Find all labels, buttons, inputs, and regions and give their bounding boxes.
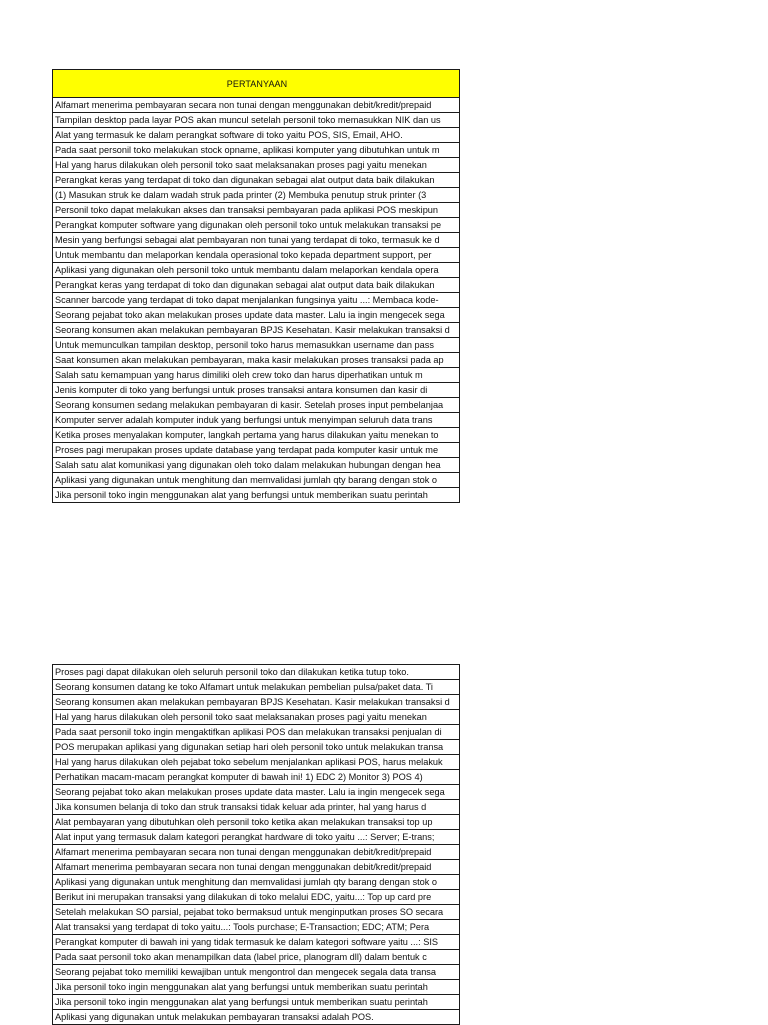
table-row bbox=[53, 845, 460, 860]
question-cell: Salah satu kemampuan yang harus dimiliki oleh crew toko dan harus diperhatikan untuk m bbox=[53, 368, 460, 383]
question-cell: Pada saat personil toko akan menampilkan data (label price, planogram dll) dalam bentuk c bbox=[53, 950, 460, 965]
table-row bbox=[53, 218, 460, 233]
question-cell: Seorang pejabat toko memiliki kewajiban untuk mengontrol dan mengecek segala data transa bbox=[53, 965, 460, 980]
questions-table-1 bbox=[52, 69, 460, 503]
table-row bbox=[53, 158, 460, 173]
question-cell: Perangkat komputer di bawah ini yang tidak termasuk ke dalam kategori software yaitu ...: SIS bbox=[53, 935, 460, 950]
table-row bbox=[53, 443, 460, 458]
table-row bbox=[53, 473, 460, 488]
question-cell: Alat input yang termasuk dalam kategori perangkat hardware di toko yaitu ...: Server; E-trans; bbox=[53, 830, 460, 845]
table-row bbox=[53, 920, 460, 935]
table-row bbox=[53, 965, 460, 980]
question-cell: Salah satu alat komunikasi yang digunakan oleh toko dalam melakukan hubungan dengan hea bbox=[53, 458, 460, 473]
question-cell: Perangkat keras yang terdapat di toko dan digunakan sebagai alat output data baik dilakukan bbox=[53, 278, 460, 293]
table-row bbox=[53, 338, 460, 353]
question-cell: Seorang konsumen sedang melakukan pembayaran di kasir. Setelah proses input pembelanjaa bbox=[53, 398, 460, 413]
question-cell: Saat konsumen akan melakukan pembayaran, maka kasir melakukan proses transaksi pada ap bbox=[53, 353, 460, 368]
table-row bbox=[53, 770, 460, 785]
question-cell: Alfamart menerima pembayaran secara non tunai dengan menggunakan debit/kredit/prepaid bbox=[53, 98, 460, 113]
table-row bbox=[53, 665, 460, 680]
question-cell: Perhatikan macam-macam perangkat komputer di bawah ini! 1) EDC 2) Monitor 3) POS 4) bbox=[53, 770, 460, 785]
table-row bbox=[53, 128, 460, 143]
question-cell: Proses pagi dapat dilakukan oleh seluruh personil toko dan dilakukan ketika tutup toko. bbox=[53, 665, 460, 680]
question-cell: Ketika proses menyalakan komputer, langkah pertama yang harus dilakukan yaitu menekan to bbox=[53, 428, 460, 443]
question-cell: Untuk memunculkan tampilan desktop, personil toko harus memasukkan username dan pass bbox=[53, 338, 460, 353]
question-cell: Setelah melakukan SO parsial, pejabat toko bermaksud untuk menginputkan proses SO secara bbox=[53, 905, 460, 920]
question-cell: Seorang pejabat toko akan melakukan proses update data master. Lalu ia ingin mengecek sega bbox=[53, 785, 460, 800]
question-cell: Seorang pejabat toko akan melakukan proses update data master. Lalu ia ingin mengecek sega bbox=[53, 308, 460, 323]
question-cell: Scanner barcode yang terdapat di toko dapat menjalankan fungsinya yaitu ...: Membaca kode- bbox=[53, 293, 460, 308]
table-row bbox=[53, 308, 460, 323]
table-row bbox=[53, 935, 460, 950]
table-row bbox=[53, 890, 460, 905]
question-cell: Alat transaksi yang terdapat di toko yaitu...: Tools purchase; E-Transaction; EDC; ATM; Pera bbox=[53, 920, 460, 935]
question-cell: Jika personil toko ingin menggunakan alat yang berfungsi untuk memberikan suatu perintah bbox=[53, 995, 460, 1010]
question-cell: Personil toko dapat melakukan akses dan transaksi pembayaran pada aplikasi POS meskipun bbox=[53, 203, 460, 218]
question-cell: Hal yang harus dilakukan oleh personil toko saat melaksanakan proses pagi yaitu menekan bbox=[53, 710, 460, 725]
question-cell: Komputer server adalah komputer induk yang berfungsi untuk menyimpan seluruh data trans bbox=[53, 413, 460, 428]
question-cell: Alat pembayaran yang dibutuhkan oleh personil toko ketika akan melakukan transaksi top up bbox=[53, 815, 460, 830]
table-row bbox=[53, 323, 460, 338]
question-cell: Mesin yang berfungsi sebagai alat pembayaran non tunai yang terdapat di toko, termasuk ke d bbox=[53, 233, 460, 248]
question-cell: Jenis komputer di toko yang berfungsi untuk proses transaksi antara konsumen dan kasir di bbox=[53, 383, 460, 398]
table-row bbox=[53, 860, 460, 875]
table-row bbox=[53, 113, 460, 128]
table-row bbox=[53, 233, 460, 248]
question-cell: Hal yang harus dilakukan oleh personil toko saat melaksanakan proses pagi yaitu menekan bbox=[53, 158, 460, 173]
table-row bbox=[53, 680, 460, 695]
table-row bbox=[53, 278, 460, 293]
question-cell: Seorang konsumen akan melakukan pembayaran BPJS Kesehatan. Kasir melakukan transaksi d bbox=[53, 323, 460, 338]
table-row bbox=[53, 293, 460, 308]
table-row bbox=[53, 368, 460, 383]
question-cell: Alat yang termasuk ke dalam perangkat software di toko yaitu POS, SIS, Email, AHO. bbox=[53, 128, 460, 143]
header-row bbox=[53, 70, 460, 98]
table-row bbox=[53, 263, 460, 278]
table-row bbox=[53, 98, 460, 113]
question-cell: Seorang konsumen datang ke toko Alfamart untuk melakukan pembelian pulsa/paket data. Ti bbox=[53, 680, 460, 695]
table-row bbox=[53, 173, 460, 188]
table-row bbox=[53, 830, 460, 845]
table-row bbox=[53, 800, 460, 815]
questions-table-2 bbox=[52, 664, 460, 1025]
table-row bbox=[53, 1010, 460, 1025]
question-cell: Aplikasi yang digunakan untuk melakukan pembayaran transaksi adalah POS. bbox=[53, 1010, 460, 1025]
question-cell: Aplikasi yang digunakan untuk menghitung dan memvalidasi jumlah qty barang dengan stok o bbox=[53, 473, 460, 488]
table-row bbox=[53, 413, 460, 428]
question-cell: Pada saat personil toko ingin mengaktifkan aplikasi POS dan melakukan transaksi penjualan di bbox=[53, 725, 460, 740]
table-row bbox=[53, 398, 460, 413]
question-cell: POS merupakan aplikasi yang digunakan setiap hari oleh personil toko untuk melakukan transa bbox=[53, 740, 460, 755]
question-cell: Hal yang harus dilakukan oleh pejabat toko sebelum menjalankan aplikasi POS, harus melakuk bbox=[53, 755, 460, 770]
table-row bbox=[53, 950, 460, 965]
question-cell: (1) Masukan struk ke dalam wadah struk pada printer (2) Membuka penutup struk printer (3 bbox=[53, 188, 460, 203]
question-cell: Perangkat komputer software yang digunakan oleh personil toko untuk melakukan transaksi pe bbox=[53, 218, 460, 233]
question-cell: Berikut ini merupakan transaksi yang dilakukan di toko melalui EDC, yaitu...: Top up card pre bbox=[53, 890, 460, 905]
table-row bbox=[53, 488, 460, 503]
table-row bbox=[53, 458, 460, 473]
question-cell: Alfamart menerima pembayaran secara non tunai dengan menggunakan debit/kredit/prepaid bbox=[53, 860, 460, 875]
question-cell: Alfamart menerima pembayaran secara non tunai dengan menggunakan debit/kredit/prepaid bbox=[53, 845, 460, 860]
table-row bbox=[53, 188, 460, 203]
question-cell: Seorang konsumen akan melakukan pembayaran BPJS Kesehatan. Kasir melakukan transaksi d bbox=[53, 695, 460, 710]
table-row bbox=[53, 995, 460, 1010]
column-header-pertanyaan: PERTANYAAN bbox=[53, 70, 460, 98]
table-row bbox=[53, 203, 460, 218]
question-cell: Aplikasi yang digunakan untuk menghitung dan memvalidasi jumlah qty barang dengan stok o bbox=[53, 875, 460, 890]
table-row bbox=[53, 383, 460, 398]
table-row bbox=[53, 725, 460, 740]
table-row bbox=[53, 785, 460, 800]
table-row bbox=[53, 710, 460, 725]
table-row bbox=[53, 428, 460, 443]
question-cell: Proses pagi merupakan proses update database yang terdapat pada komputer kasir untuk me bbox=[53, 443, 460, 458]
question-cell: Jika personil toko ingin menggunakan alat yang berfungsi untuk memberikan suatu perintah bbox=[53, 980, 460, 995]
table-row bbox=[53, 980, 460, 995]
question-cell: Pada saat personil toko melakukan stock opname, aplikasi komputer yang dibutuhkan untuk m bbox=[53, 143, 460, 158]
question-cell: Jika konsumen belanja di toko dan struk transaksi tidak keluar ada printer, hal yang harus d bbox=[53, 800, 460, 815]
question-cell: Tampilan desktop pada layar POS akan muncul setelah personil toko memasukkan NIK dan us bbox=[53, 113, 460, 128]
table-row bbox=[53, 143, 460, 158]
question-cell: Perangkat keras yang terdapat di toko dan digunakan sebagai alat output data baik dilakukan bbox=[53, 173, 460, 188]
question-cell: Untuk membantu dan melaporkan kendala operasional toko kepada department support, per bbox=[53, 248, 460, 263]
table-row bbox=[53, 755, 460, 770]
question-cell: Jika personil toko ingin menggunakan alat yang berfungsi untuk memberikan suatu perintah bbox=[53, 488, 460, 503]
table-row bbox=[53, 695, 460, 710]
table-row bbox=[53, 875, 460, 890]
table-row bbox=[53, 905, 460, 920]
table-row bbox=[53, 353, 460, 368]
table-row bbox=[53, 740, 460, 755]
table-row bbox=[53, 248, 460, 263]
table-row bbox=[53, 815, 460, 830]
question-cell: Aplikasi yang digunakan oleh personil toko untuk membantu dalam melaporkan kendala opera bbox=[53, 263, 460, 278]
